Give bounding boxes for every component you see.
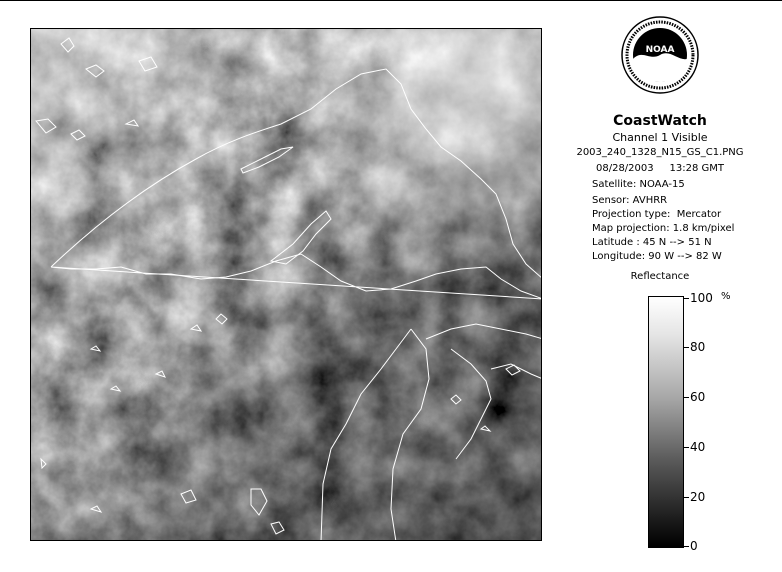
colorbar-tick-label: 40 xyxy=(690,440,706,454)
colorbar-tick xyxy=(683,298,689,299)
colorbar-tick-label: 20 xyxy=(690,490,706,504)
latitude-label: Latitude : 45 N --> 51 N xyxy=(592,237,712,248)
bright-cloud-overlay xyxy=(31,29,542,541)
noaa-logo-text: NOAA xyxy=(645,45,675,55)
datetime-label: 08/28/2003 13:28 GMT xyxy=(595,163,724,174)
channel-label: Channel 1 Visible xyxy=(612,131,708,144)
colorbar-tick-label: 100 xyxy=(690,291,713,305)
colorbar-tick xyxy=(683,546,689,547)
top-rule xyxy=(0,0,782,1)
colorbar-tick xyxy=(683,497,689,498)
longitude-label: Longitude: 90 W --> 82 W xyxy=(592,251,722,262)
colorbar-tick-label: 60 xyxy=(690,390,706,404)
colorbar-tick-label: 80 xyxy=(690,340,706,354)
brand-title: CoastWatch xyxy=(613,113,707,129)
colorbar-tick xyxy=(683,347,689,348)
colorbar-tick xyxy=(683,447,689,448)
colorbar-tick-label: 0 xyxy=(690,539,698,553)
sensor-label: Sensor: AVHRR xyxy=(592,195,668,206)
filename-label: 2003_240_1328_N15_GS_C1.PNG xyxy=(576,147,744,158)
projection-type-label: Projection type: Mercator xyxy=(592,209,722,220)
map-projection-label: Map projection: 1.8 km/pixel xyxy=(592,223,735,234)
satellite-map[interactable] xyxy=(30,28,542,541)
reflectance-colorbar xyxy=(648,296,684,548)
colorbar-tick xyxy=(683,397,689,398)
satellite-label: Satellite: NOAA-15 xyxy=(592,179,685,190)
legend-unit: % xyxy=(721,291,731,302)
satellite-imagery xyxy=(31,29,542,541)
noaa-logo xyxy=(620,15,700,109)
legend-title: Reflectance xyxy=(630,271,690,282)
